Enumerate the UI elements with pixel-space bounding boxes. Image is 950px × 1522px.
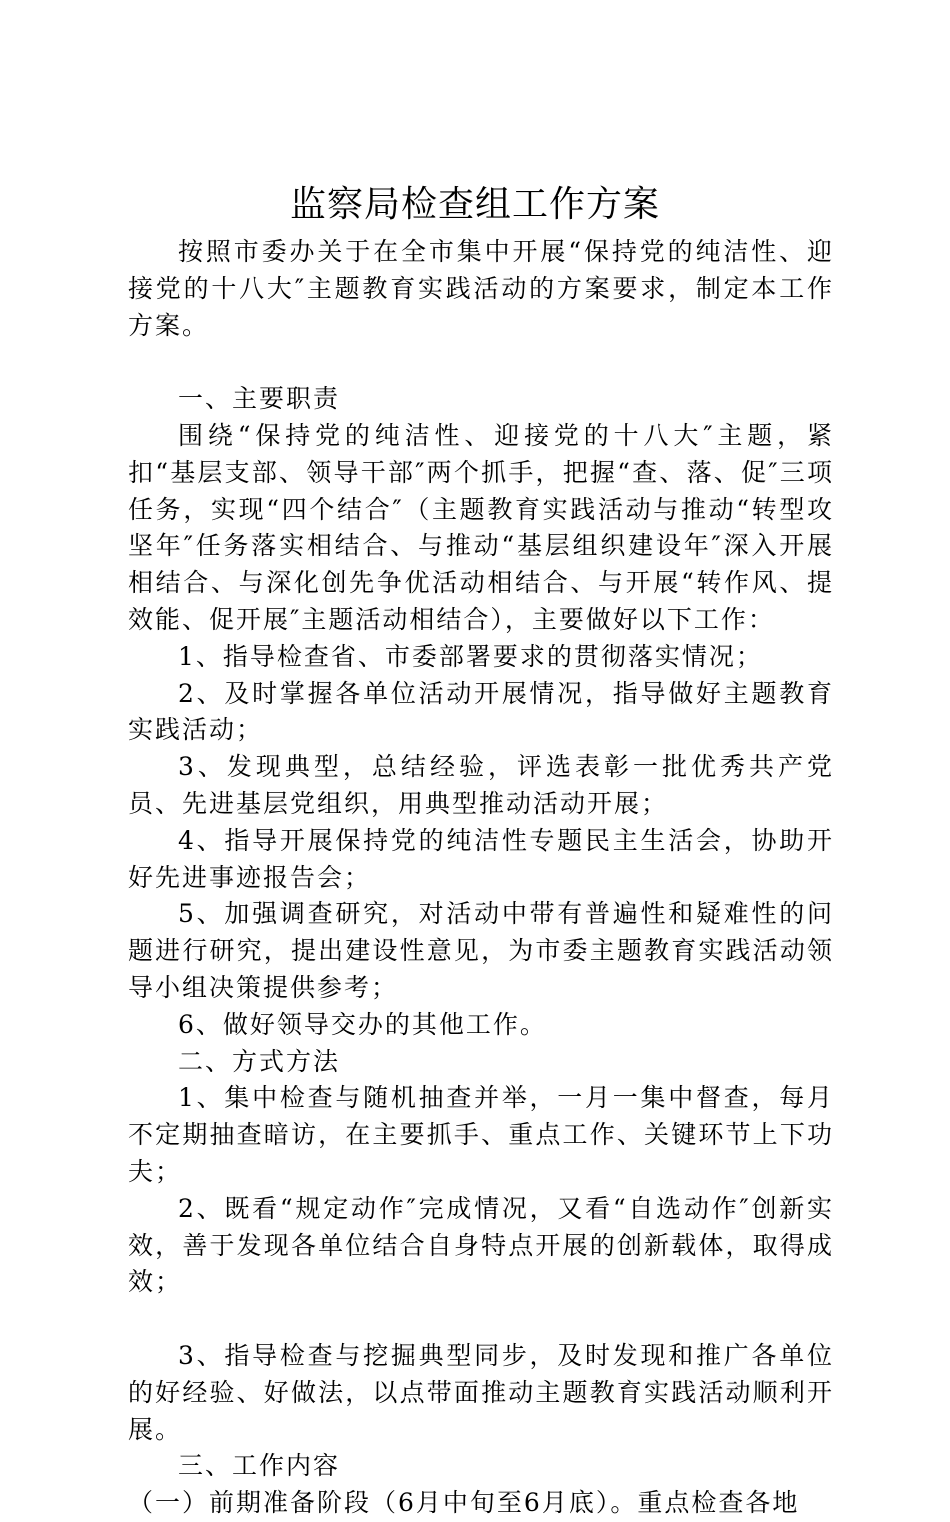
list-item: 1、集中检查与随机抽查并举，一月一集中督查，每月不定期抽查暗访，在主要抓手、重点工作、关键环节上下功夫； bbox=[128, 1083, 834, 1186]
section-heading: 一、主要职责 bbox=[178, 384, 341, 414]
document-title: 监察局检查组工作方案 bbox=[289, 184, 660, 225]
paragraph-spacer bbox=[128, 1301, 834, 1338]
intro-paragraph: 按照市委办关于在全市集中开展“保持党的纯洁性、迎接党的十八大″主题教育实践活动的方案要求，制定本工作方案。 bbox=[128, 237, 834, 340]
list-item: 4、指导开展保持党的纯洁性专题民主生活会，协助开好先进事迹报告会； bbox=[128, 825, 834, 892]
body-paragraph: 围绕“保持党的纯洁性、迎接党的十八大″主题，紧扣“基层支部、领导干部″两个抓手，把握“查、落、促″三项任务，实现“四个结合″（主题教育实践活动与推动“转型攻坚年″任务落实相结合、与推动“基层组织建设年″深入开展相结合、与深化创先争优活动相结合、与开展“转作风、提效能、促开展″主题活动相结合），主要做好以下工作： bbox=[128, 420, 834, 634]
list-item: 1、指导检查省、市委部署要求的贯彻落实情况； bbox=[178, 641, 763, 671]
paragraph-spacer bbox=[128, 344, 834, 381]
list-item: 6、做好领导交办的其他工作。 bbox=[178, 1009, 547, 1039]
list-item: 5、加强调查研究，对活动中带有普遍性和疑难性的问题进行研究，提出建设性意见，为市委主题教育实践活动领导小组决策提供参考； bbox=[128, 899, 834, 1002]
list-item: 3、发现典型，总结经验，评选表彰一批优秀共产党员、先进基层党组织，用典型推动活动开展； bbox=[128, 752, 834, 818]
body-paragraph: （一）前期准备阶段（6月中旬至6月底）。重点检查各地 bbox=[128, 1488, 800, 1518]
section-heading: 二、方式方法 bbox=[178, 1046, 341, 1076]
list-item: 3、指导检查与挖掘典型同步，及时发现和推广各单位的好经验、好做法，以点带面推动主题教育实践活动顺利开展。 bbox=[128, 1340, 834, 1444]
list-item: 2、既看“规定动作″完成情况，又看“自选动作″创新实效，善于发现各单位结合自身特点开展的创新载体，取得成效； bbox=[128, 1193, 834, 1297]
list-item: 2、及时掌握各单位活动开展情况，指导做好主题教育实践活动； bbox=[128, 678, 834, 745]
document-body bbox=[128, 234, 834, 1522]
section-heading: 三、工作内容 bbox=[178, 1451, 341, 1481]
